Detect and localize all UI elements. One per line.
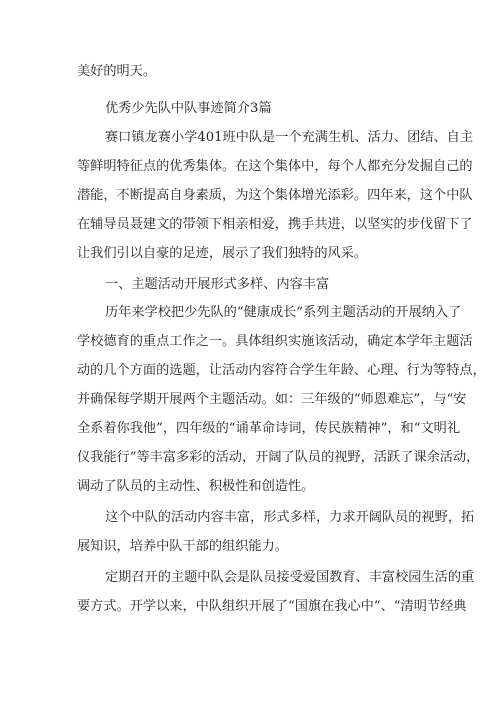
paragraph-line: 并确保每学期开展两个主题活动。如：三年级的“师恩难忘”，与“安: [77, 392, 467, 407]
paragraph-line: 赛口镇龙赛小学401班中队是一个充满生机、活力、团结、自主: [105, 130, 474, 145]
paragraph-line: 在辅导员聂建文的带领下相亲相爱，携手共进，以坚实的步伐留下了: [77, 217, 473, 232]
paragraph-line: 动的几个方面的选题，让活动内容符合学生年龄、心理、行为等特点，: [77, 363, 486, 378]
paragraph-line: 全系着你我他”，四年级的“诵革命诗词，传民族精神”，和“文明礼: [77, 421, 461, 436]
section-title: 优秀少先队中队事迹简介3篇: [105, 101, 272, 116]
paragraph-line: 学校德育的重点工作之一。具体组织实施该活动，确定本学年主题活: [77, 334, 473, 349]
paragraph-line: 调动了队员的主动性、积极性和创造性。: [77, 479, 315, 494]
paragraph-line: 仪我能行”等丰富多彩的活动，开阔了队员的视野，活跃了课余活动，: [77, 450, 480, 465]
paragraph-line: 要方式。开学以来，中队组织开展了“国旗在我心中”、“清明节经典: [77, 599, 467, 614]
paragraph-line: 历年来学校把少先队的“健康成长”系列主题活动的开展纳入了: [105, 305, 462, 320]
paragraph-line: 展知识，培养中队干部的组织能力。: [77, 539, 288, 554]
section-heading: 一、主题活动开展形式多样、内容丰富: [105, 277, 330, 292]
paragraph-line: 潜能，不断提高自身素质，为这个集体增光添彩。四年来，这个中队: [77, 188, 473, 203]
text-line: 美好的明天。: [77, 64, 157, 79]
paragraph-line: 等鲜明特征点的优秀集体。在这个集体中，每个人都充分发掘自己的: [77, 159, 473, 174]
paragraph-line: 这个中队的活动内容丰富，形式多样，力求开阔队员的视野，拓: [105, 510, 475, 525]
paragraph-line: 定期召开的主题中队会是队员接受爱国教育、丰富校园生活的重: [105, 570, 475, 585]
paragraph-line: 让我们引以自豪的足迹，展示了我们独特的风采。: [77, 246, 368, 261]
